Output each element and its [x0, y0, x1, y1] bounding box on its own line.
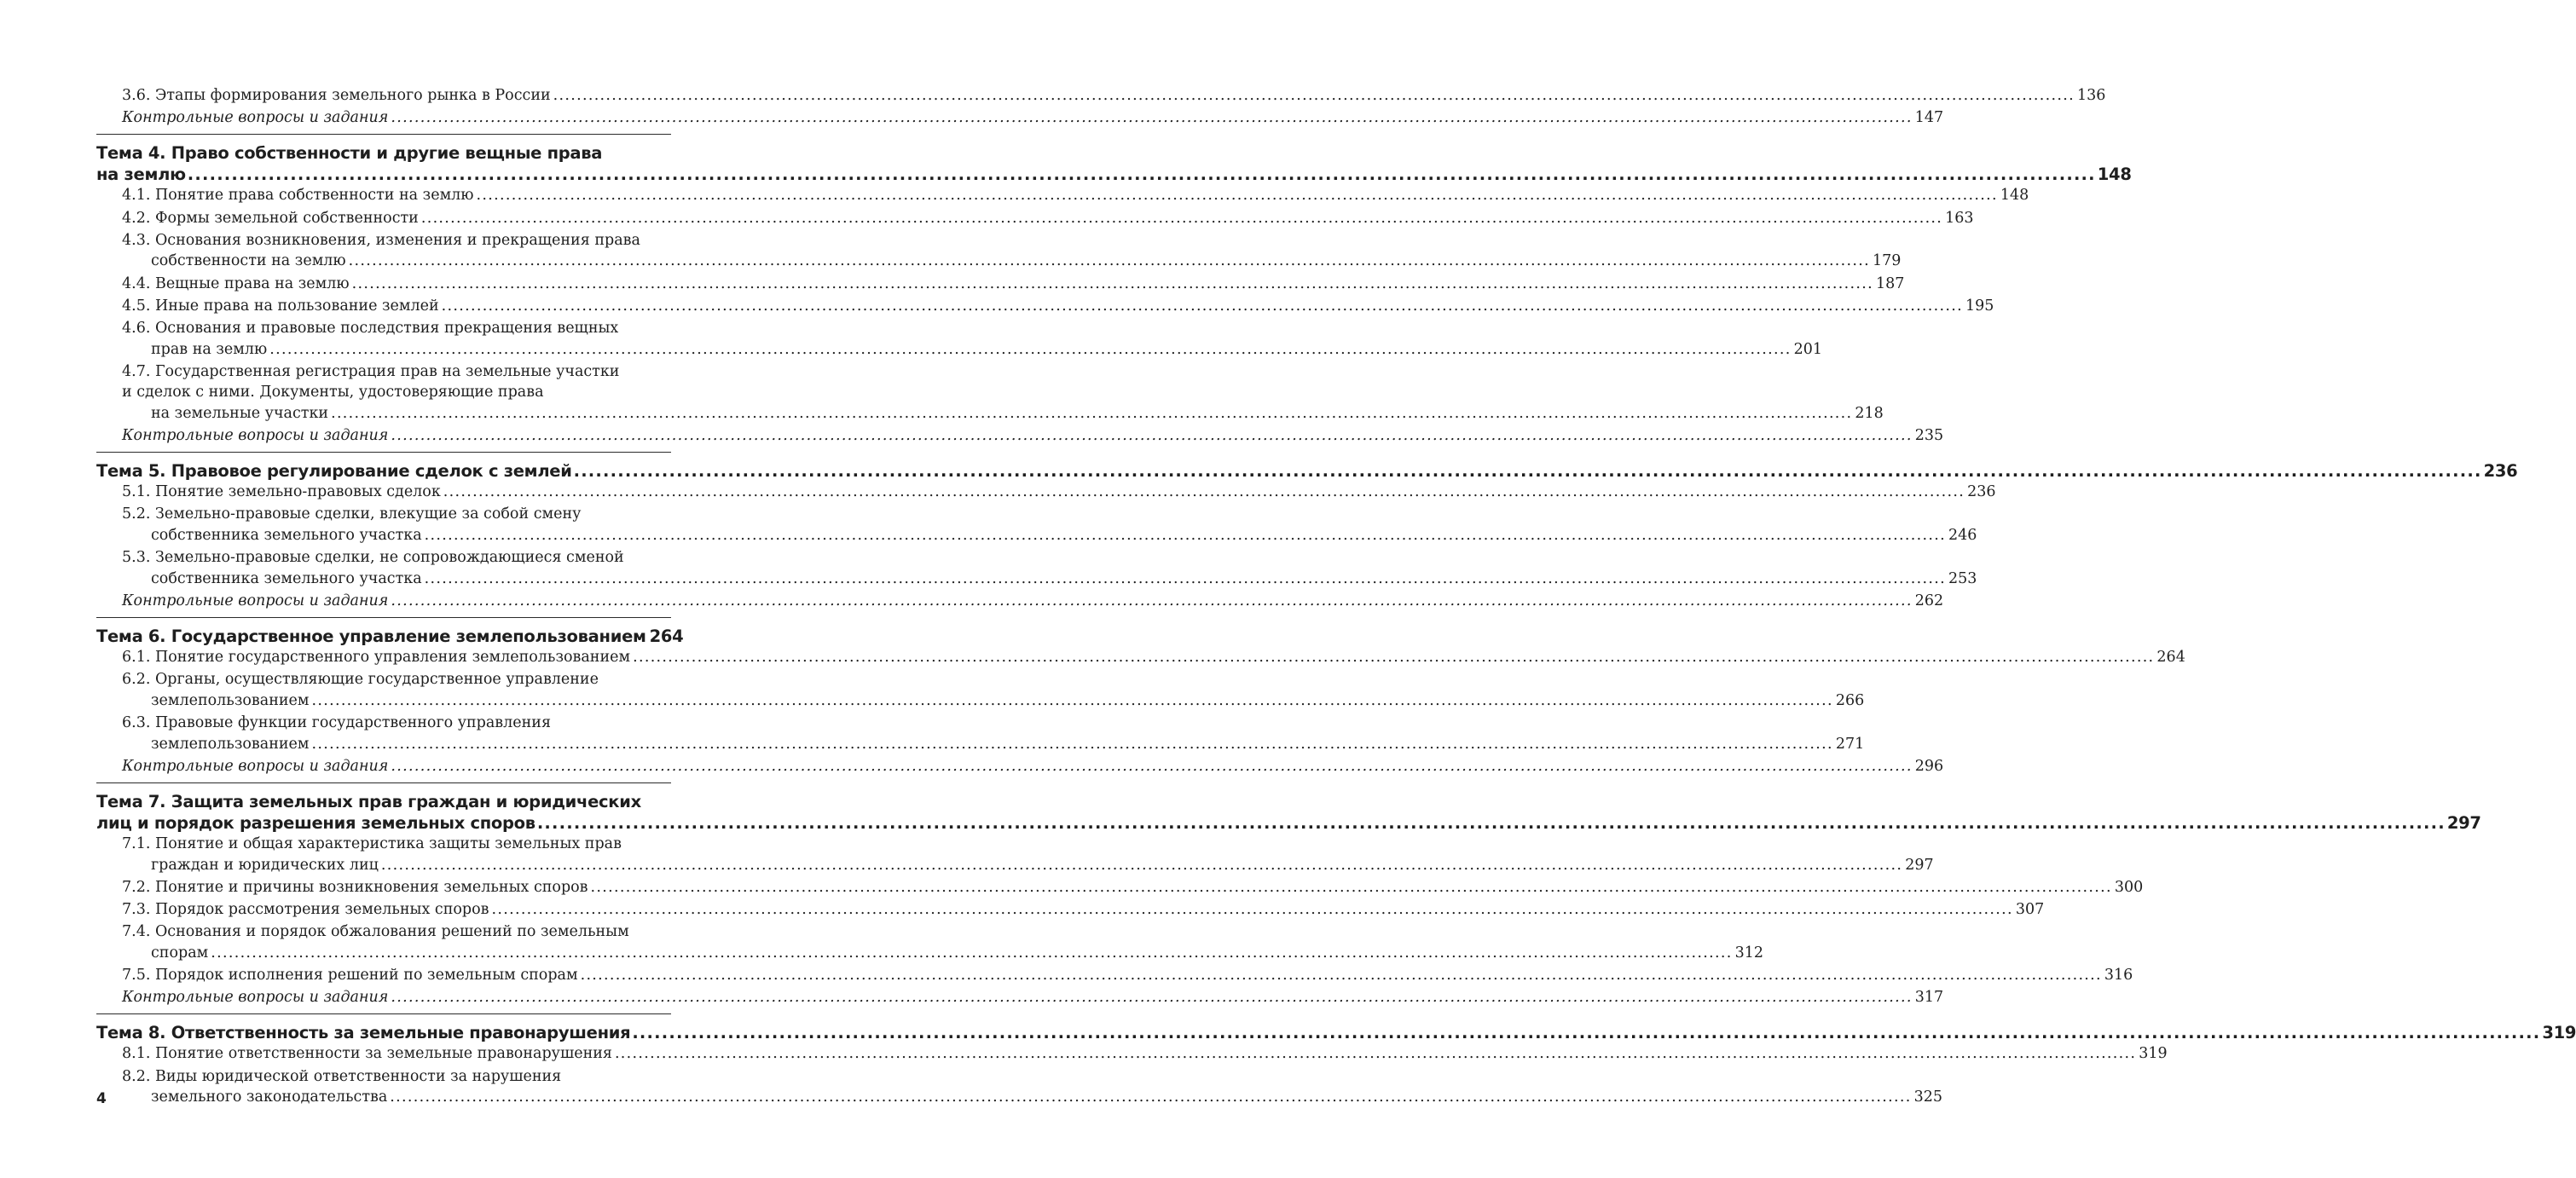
toc-page-number: 264	[2156, 649, 2185, 667]
toc-topic-entry[interactable]	[96, 626, 684, 647]
toc-entry-title: 5.1. Понятие земельно-правовых сделок	[122, 483, 441, 501]
toc-page-number: 136	[2076, 87, 2106, 104]
toc-entry-title: Контрольные вопросы и задания	[122, 592, 389, 609]
dot-leader: ....................................................................................................................................................................................................................................................................	[441, 297, 1963, 315]
toc-entry-title: 7.5. Порядок исполнения решений по земельным спорам	[122, 967, 578, 985]
dot-leader: ....................................................................................................................................................................................................................................................................	[187, 164, 2096, 184]
toc-page-number: 253	[1948, 569, 1977, 587]
toc-entry-title: 4.1. Понятие права собственности на землю	[122, 187, 474, 205]
toc-entry-leader-line	[122, 403, 1884, 424]
toc-entry-title-line: 8.2. Виды юридической ответственности за нарушения	[122, 1067, 562, 1085]
toc-section-entry[interactable]	[96, 1043, 2168, 1065]
toc-section-entry[interactable]	[96, 230, 1902, 272]
toc-entry-leader-line	[122, 107, 1944, 129]
toc-page-number: 201	[1793, 340, 1822, 358]
toc-entry-title-line: 5.2. Земельно-правовые сделки, влекущие за собой смену	[122, 505, 582, 523]
toc-review-questions-entry[interactable]	[96, 756, 1944, 777]
toc-section-entry[interactable]	[96, 834, 1934, 875]
toc-page-number: 271	[1835, 735, 1865, 753]
toc-entry-title-line: 6.2. Органы, осуществляющие государственное управление	[122, 671, 599, 689]
toc-section-entry[interactable]	[96, 713, 1865, 754]
toc-page-number: 147	[1914, 109, 1944, 127]
toc-entry-title-line: Тема 7. Защита земельных прав граждан и юридических	[96, 791, 641, 811]
toc-section-entry[interactable]	[96, 899, 2045, 921]
dot-leader: ....................................................................................................................................................................................................................................................................	[390, 1088, 1912, 1106]
toc-topic-entry[interactable]	[96, 460, 2518, 482]
toc-entry-title-line: 4.6. Основания и правовые последствия прекращения вещных	[122, 319, 619, 337]
toc-page-number: 312	[1734, 944, 1763, 961]
toc-page-number: 317	[1914, 989, 1944, 1007]
dot-leader: ....................................................................................................................................................................................................................................................................	[590, 878, 2112, 896]
toc-entry-title: на землю	[96, 164, 186, 184]
toc-entry-title: лиц и порядок разрешения земельных споров	[96, 812, 535, 833]
toc-entry-leader-line	[122, 987, 1944, 1008]
dot-leader: ....................................................................................................................................................................................................................................................................	[391, 109, 1913, 127]
dot-leader: ....................................................................................................................................................................................................................................................................	[380, 856, 1903, 874]
toc-page-number: 325	[1913, 1088, 1943, 1106]
toc-entry-title: спорам	[151, 944, 209, 961]
toc-topic-entry[interactable]	[96, 1022, 2576, 1043]
toc-entry-leader-line	[122, 208, 1974, 229]
dot-leader: ....................................................................................................................................................................................................................................................................	[580, 967, 2102, 985]
dot-leader: ....................................................................................................................................................................................................................................................................	[632, 1022, 2541, 1042]
toc-entry-title-line: 6.3. Правовые функции государственного управления	[122, 714, 552, 732]
toc-entry-title: 6.1. Понятие государственного управления землепользованием	[122, 649, 631, 667]
toc-section-entry[interactable]	[96, 547, 1977, 589]
toc-page-number: 163	[1945, 209, 1974, 227]
toc-section-entry[interactable]	[96, 921, 1763, 963]
toc-entry-title: Контрольные вопросы и задания	[122, 109, 389, 127]
section-divider	[96, 1013, 671, 1014]
toc-entry-title: землепользованием	[151, 735, 310, 753]
toc-entry-title: Контрольные вопросы и задания	[122, 427, 389, 445]
toc-page-number: 218	[1855, 404, 1884, 422]
dot-leader: ....................................................................................................................................................................................................................................................................	[443, 483, 1965, 501]
toc-entry-leader-line	[122, 525, 1977, 546]
toc-section-entry[interactable]	[96, 669, 1865, 711]
dot-leader: ....................................................................................................................................................................................................................................................................	[331, 404, 1853, 422]
toc-section-entry[interactable]	[96, 296, 1994, 317]
toc-entry-title: 8.1. Понятие ответственности за земельные правонарушения	[122, 1045, 612, 1063]
toc-entry-leader-line	[122, 647, 2185, 668]
toc-section-entry[interactable]	[96, 877, 2144, 898]
toc-page-number: 236	[1967, 483, 1996, 501]
section-divider	[96, 617, 671, 618]
toc-entry-leader-line	[122, 965, 2133, 986]
toc-page-number: 316	[2104, 967, 2133, 985]
toc-topic-entry[interactable]	[96, 791, 2481, 834]
dot-leader: ....................................................................................................................................................................................................................................................................	[351, 274, 1873, 292]
toc-page-number: 236	[2483, 460, 2518, 481]
toc-entry-leader-line	[122, 569, 1977, 590]
dot-leader: ....................................................................................................................................................................................................................................................................	[424, 569, 1946, 587]
dot-leader: ....................................................................................................................................................................................................................................................................	[311, 691, 1833, 709]
toc-entry-leader-line	[122, 756, 1944, 777]
dot-leader: ....................................................................................................................................................................................................................................................................	[614, 1045, 2137, 1063]
toc-entry-title-line: и сделок с ними. Документы, удостоверяющие права	[122, 384, 544, 401]
toc-entry-leader-line	[96, 460, 2518, 482]
toc-entry-title: 7.3. Порядок рассмотрения земельных споров	[122, 901, 489, 919]
section-divider	[96, 452, 671, 453]
toc-page-number: 187	[1875, 274, 1905, 292]
dot-leader: ....................................................................................................................................................................................................................................................................	[348, 252, 1870, 270]
toc-entry-leader-line	[122, 690, 1865, 712]
toc-entry-title: прав на землю	[151, 340, 268, 358]
dot-leader: ....................................................................................................................................................................................................................................................................	[424, 527, 1946, 545]
toc-entry-leader-line	[122, 899, 2045, 921]
toc-page-number: 319	[2542, 1022, 2576, 1042]
dot-leader: ....................................................................................................................................................................................................................................................................	[633, 649, 2155, 667]
toc-entry-leader-line	[96, 1022, 2576, 1043]
toc-entry-title: 4.4. Вещные права на землю	[122, 274, 350, 292]
toc-page-number: 195	[1965, 297, 1994, 315]
toc-entry-title: собственника земельного участка	[151, 569, 422, 587]
toc-topic-entry[interactable]	[96, 142, 2132, 185]
toc-entry-title: Контрольные вопросы и задания	[122, 757, 389, 775]
dot-leader: ....................................................................................................................................................................................................................................................................	[269, 340, 1792, 358]
toc-entry-title: граждан и юридических лиц	[151, 856, 379, 874]
toc-entry-leader-line	[96, 626, 684, 647]
toc-entry-title: земельного законодательства	[151, 1088, 388, 1106]
toc-entry-leader-line	[122, 251, 1902, 272]
toc-page-number: 297	[1905, 856, 1934, 874]
toc-section-entry[interactable]	[96, 318, 1822, 360]
toc-page-number: 266	[1835, 691, 1865, 709]
toc-review-questions-entry[interactable]	[96, 425, 1944, 447]
page-number: 4	[96, 1090, 107, 1107]
table-of-contents	[96, 85, 2576, 1109]
dot-leader: ....................................................................................................................................................................................................................................................................	[391, 592, 1913, 609]
dot-leader: ....................................................................................................................................................................................................................................................................	[491, 901, 2013, 919]
toc-entry-title-line: Тема 4. Право собственности и другие вещные права	[96, 142, 603, 163]
dot-leader: ....................................................................................................................................................................................................................................................................	[391, 757, 1913, 775]
toc-page-number: 246	[1948, 527, 1977, 545]
toc-entry-leader-line	[122, 185, 2029, 206]
section-divider	[96, 134, 671, 135]
toc-entry-leader-line	[122, 425, 1944, 447]
toc-section-entry[interactable]	[96, 504, 1977, 546]
toc-section-entry[interactable]	[96, 647, 2185, 668]
toc-section-entry[interactable]	[96, 208, 1974, 229]
dot-leader: ....................................................................................................................................................................................................................................................................	[311, 735, 1833, 753]
toc-page-number: 235	[1914, 427, 1944, 445]
toc-section-entry[interactable]	[96, 85, 2106, 107]
toc-review-questions-entry[interactable]	[96, 107, 1944, 129]
toc-entry-leader-line	[122, 591, 1944, 612]
toc-entry-leader-line	[122, 296, 1994, 317]
toc-entry-leader-line	[122, 339, 1822, 361]
toc-entry-title-line: 4.3. Основания возникновения, изменения и прекращения права	[122, 231, 640, 249]
toc-page-number: 179	[1872, 252, 1902, 270]
toc-entry-title: 4.5. Иные права на пользование землей	[122, 297, 439, 315]
toc-page-number: 297	[2446, 812, 2481, 833]
toc-page-number: 262	[1914, 592, 1944, 609]
toc-page-number: 307	[2015, 901, 2045, 919]
toc-entry-leader-line	[122, 1087, 1943, 1108]
toc-page-number: 296	[1914, 757, 1944, 775]
toc-section-entry[interactable]	[96, 1066, 1943, 1108]
dot-leader: ....................................................................................................................................................................................................................................................................	[391, 989, 1913, 1007]
toc-section-entry[interactable]	[96, 361, 1884, 424]
toc-section-entry[interactable]	[96, 482, 1996, 503]
dot-leader: ....................................................................................................................................................................................................................................................................	[420, 209, 1943, 227]
toc-entry-leader-line	[122, 877, 2144, 898]
toc-entry-title-line: 7.1. Понятие и общая характеристика защиты земельных прав	[122, 835, 622, 853]
dot-leader: ....................................................................................................................................................................................................................................................................	[391, 427, 1913, 445]
toc-section-entry[interactable]	[96, 965, 2133, 986]
toc-entry-title: Контрольные вопросы и задания	[122, 989, 389, 1007]
dot-leader: ....................................................................................................................................................................................................................................................................	[211, 944, 1733, 961]
toc-section-entry[interactable]	[96, 274, 1905, 295]
toc-page-number: 264	[649, 626, 684, 646]
toc-entry-title: Тема 6. Государственное управление землепользованием	[96, 626, 646, 646]
dot-leader: ....................................................................................................................................................................................................................................................................	[476, 187, 1998, 205]
dot-leader: ....................................................................................................................................................................................................................................................................	[536, 812, 2446, 833]
toc-entry-title: собственности на землю	[151, 252, 346, 270]
toc-entry-title-line: 4.7. Государственная регистрация прав на земельные участки	[122, 362, 620, 380]
toc-entry-title: 3.6. Этапы формирования земельного рынка в России	[122, 87, 551, 104]
toc-entry-leader-line	[122, 1043, 2168, 1065]
toc-entry-title-line: 5.3. Земельно-правовые сделки, не сопровождающиеся сменой	[122, 549, 624, 567]
toc-review-questions-entry[interactable]	[96, 987, 1944, 1008]
toc-entry-leader-line	[122, 855, 1934, 876]
toc-entry-leader-line	[96, 164, 2132, 185]
section-divider	[96, 782, 671, 783]
toc-entry-title: собственника земельного участка	[151, 527, 422, 545]
dot-leader: ....................................................................................................................................................................................................................................................................	[573, 460, 2482, 481]
toc-entry-title: Тема 8. Ответственность за земельные правонарушения	[96, 1022, 631, 1042]
toc-entry-leader-line	[122, 274, 1905, 295]
toc-entry-title-line: 7.4. Основания и порядок обжалования решений по земельным	[122, 923, 629, 941]
toc-section-entry[interactable]	[96, 185, 2029, 206]
toc-entry-leader-line	[122, 85, 2106, 107]
toc-entry-leader-line	[122, 734, 1865, 755]
toc-page-number: 319	[2139, 1045, 2168, 1063]
toc-page-number: 148	[2097, 164, 2132, 184]
toc-entry-title: на земельные участки	[151, 404, 329, 422]
toc-entry-title: 7.2. Понятие и причины возникновения земельных споров	[122, 878, 588, 896]
toc-entry-leader-line	[96, 812, 2481, 834]
toc-entry-title: Тема 5. Правовое регулирование сделок с землей	[96, 460, 572, 481]
toc-page-number: 300	[2114, 878, 2144, 896]
dot-leader: ....................................................................................................................................................................................................................................................................	[553, 87, 2075, 104]
toc-entry-leader-line	[122, 943, 1763, 964]
toc-entry-title: 4.2. Формы земельной собственности	[122, 209, 419, 227]
toc-review-questions-entry[interactable]	[96, 591, 1944, 612]
toc-entry-title: землепользованием	[151, 691, 310, 709]
toc-entry-leader-line	[122, 482, 1996, 503]
toc-page-number: 148	[2000, 187, 2029, 205]
